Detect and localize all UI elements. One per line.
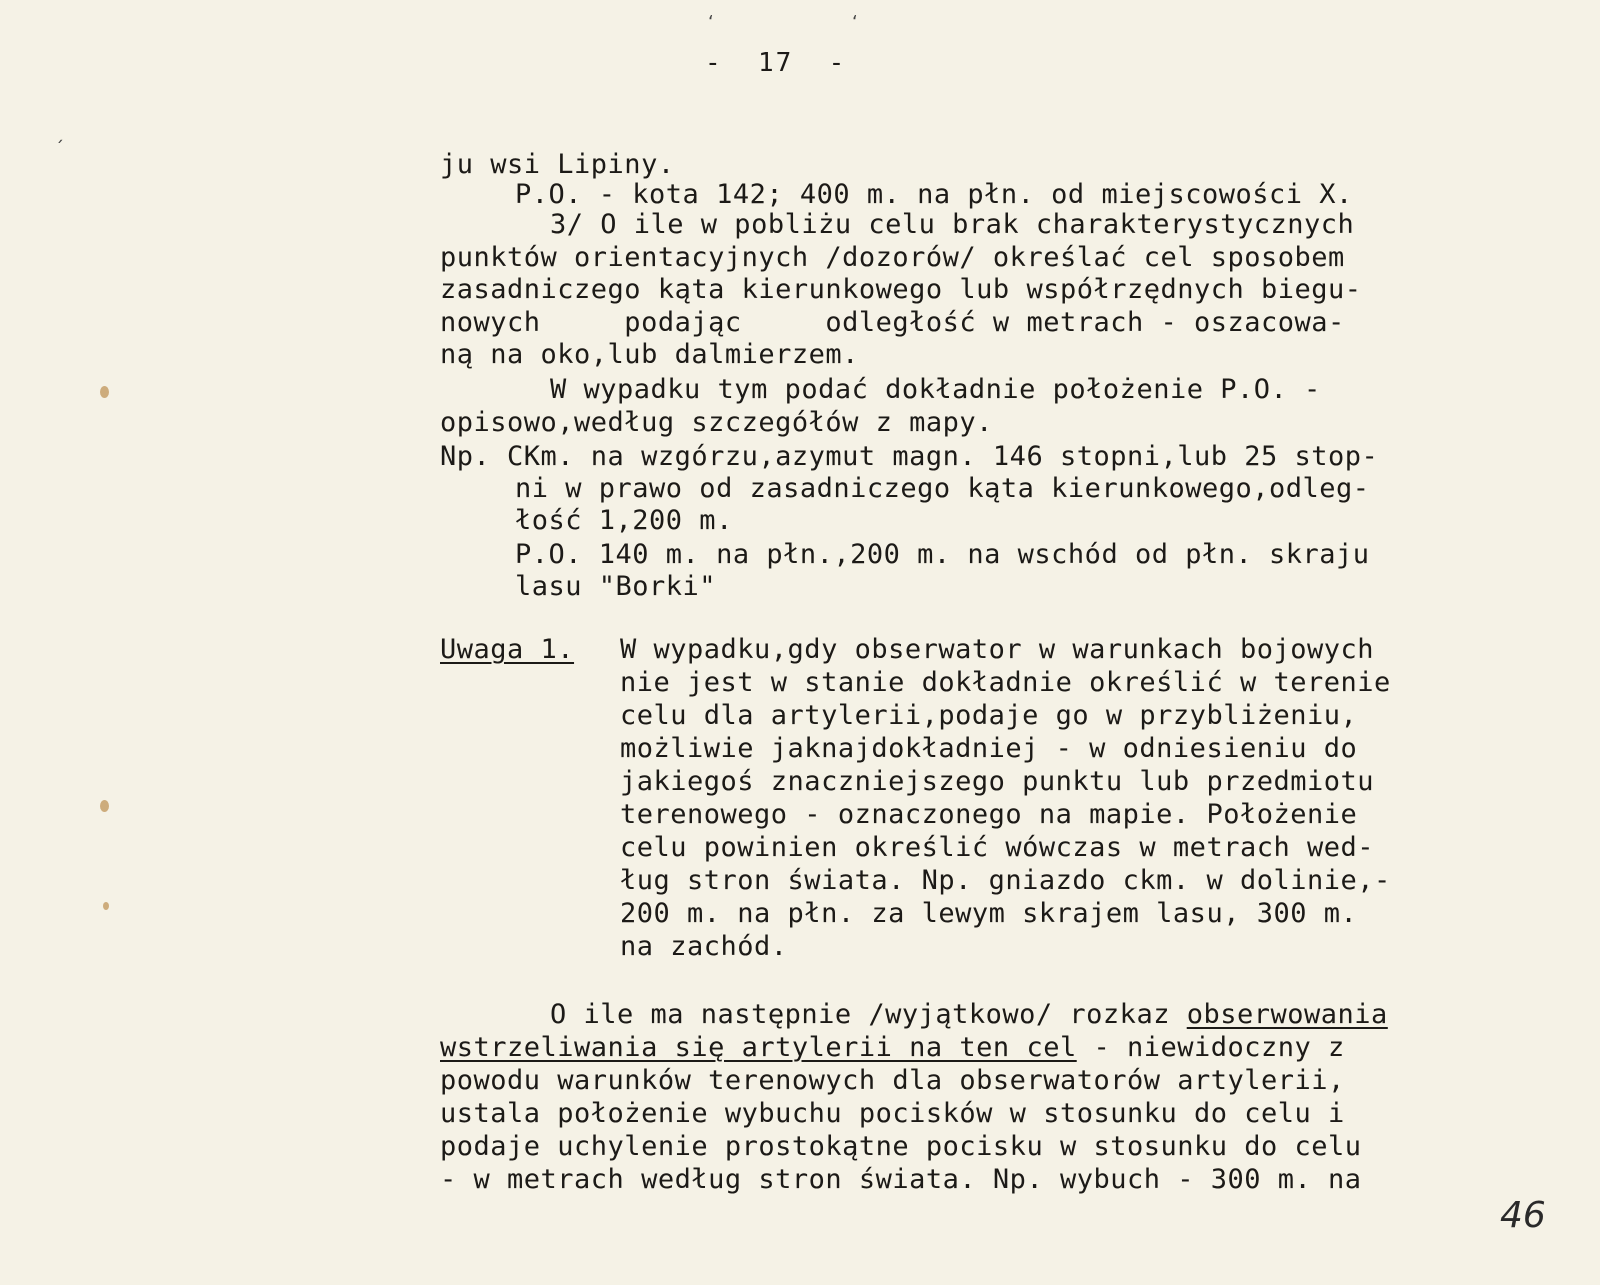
handwritten-page-number: 46 bbox=[1500, 1195, 1546, 1236]
note-line: 200 m. na płn. za lewym skrajem lasu, 300 m. bbox=[620, 898, 1358, 929]
note-line: W wypadku,gdy obserwator w warunkach bojowych bbox=[620, 634, 1374, 665]
text-line: P.O. 140 m. na płn.,200 m. na wschód od płn. skraju bbox=[515, 539, 1370, 570]
paper-speck: ‘ bbox=[852, 12, 858, 33]
text-line: ną na oko,lub dalmierzem. bbox=[440, 339, 859, 370]
binder-hole-mark bbox=[103, 902, 109, 910]
text-line: W wypadku tym podać dokładnie położenie P.O. - bbox=[550, 374, 1321, 405]
paragraph-line: ustala położenie wybuchu pocisków w stosunku do celu i bbox=[440, 1098, 1345, 1129]
note-line: możliwie jaknajdokładniej - w odniesieniu do bbox=[620, 733, 1358, 764]
text-line: Np. CKm. na wzgórzu,azymut magn. 146 stopni,lub 25 stop- bbox=[440, 441, 1379, 472]
text-line: opisowo,według szczegółów z mapy. bbox=[440, 407, 993, 438]
paragraph-line: powodu warunków terenowych dla obserwatorów artylerii, bbox=[440, 1065, 1345, 1096]
note-line: terenowego - oznaczonego na mapie. Położenie bbox=[620, 799, 1358, 830]
paragraph-line: podaje uchylenie prostokątne pocisku w stosunku do celu bbox=[440, 1131, 1362, 1162]
binder-hole-mark bbox=[100, 800, 109, 812]
note-label: Uwaga 1. bbox=[440, 634, 575, 665]
text-line: zasadniczego kąta kierunkowego lub współrzędnych biegu- bbox=[440, 274, 1362, 305]
note-line: ług stron świata. Np. gniazdo ckm. w dolinie,- bbox=[620, 865, 1391, 896]
text-line: 3/ O ile w pobliżu celu brak charakterystycznych bbox=[550, 209, 1355, 240]
text-line: lasu "Borki" bbox=[515, 571, 717, 602]
text-line: P.O. - kota 142; 400 m. na płn. od miejscowości X. bbox=[515, 179, 1353, 210]
text-line: łość 1,200 m. bbox=[515, 505, 733, 536]
note-line: jakiegoś znaczniejszego punktu lub przedmiotu bbox=[620, 766, 1374, 797]
underlined-phrase: wstrzeliwania się artylerii na ten cel bbox=[440, 1032, 1077, 1063]
page-header: - 17 - bbox=[705, 48, 847, 78]
paper-speck: ´ bbox=[55, 138, 64, 159]
underlined-phrase: obserwowania bbox=[1186, 999, 1388, 1030]
binder-hole-mark bbox=[100, 386, 109, 398]
note-line: celu powinien określić wówczas w metrach wed- bbox=[620, 832, 1374, 863]
text-line: ju wsi Lipiny. bbox=[440, 149, 675, 180]
text-line: punktów orientacyjnych /dozorów/ określać cel sposobem bbox=[440, 242, 1345, 273]
note-line: celu dla artylerii,podaje go w przybliżeniu, bbox=[620, 700, 1358, 731]
note-line: nie jest w stanie dokładnie określić w terenie bbox=[620, 667, 1391, 698]
paragraph-line: - w metrach według stron świata. Np. wybuch - 300 m. na bbox=[440, 1164, 1362, 1195]
paragraph-text: - niewidoczny z bbox=[1076, 1032, 1345, 1063]
note-line: na zachód. bbox=[620, 931, 788, 962]
paragraph-text: O ile ma następnie /wyjątkowo/ rozkaz bbox=[550, 999, 1187, 1030]
paper-speck: ‘ bbox=[708, 12, 714, 33]
paragraph-line bbox=[550, 1000, 1388, 1030]
text-line: ni w prawo od zasadniczego kąta kierunkowego,odleg- bbox=[515, 473, 1370, 504]
paragraph-line bbox=[440, 1033, 1345, 1063]
text-line: nowych podając odległość w metrach - oszacowa- bbox=[440, 307, 1345, 338]
